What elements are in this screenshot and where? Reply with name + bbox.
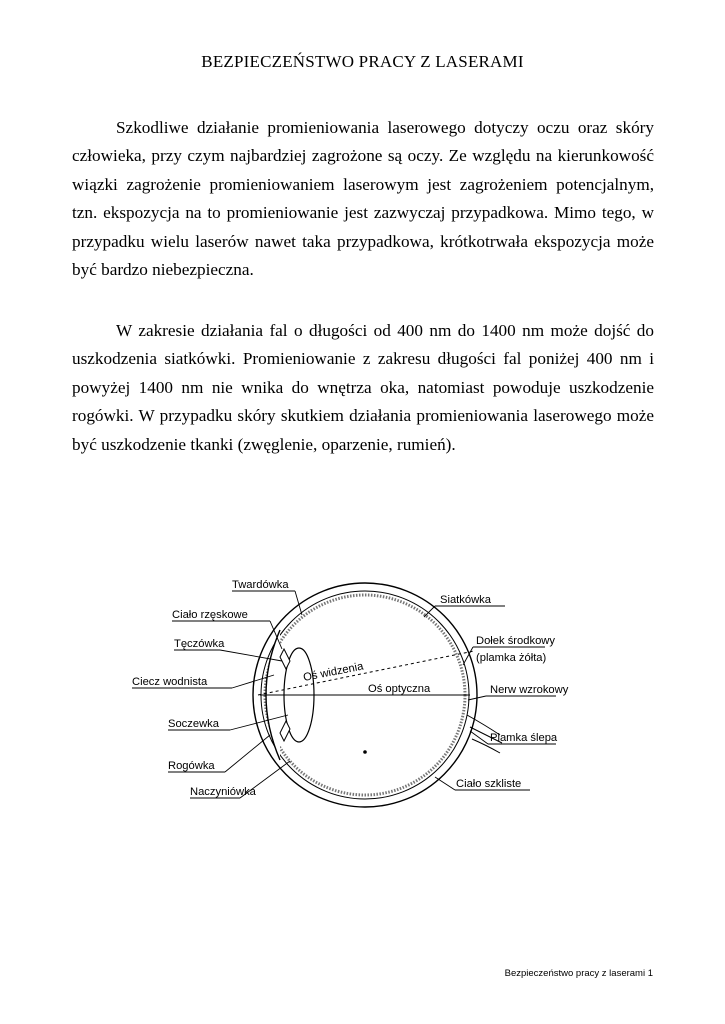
- vitreous-point: [363, 750, 367, 754]
- label-cialo-rzeskowe: Ciało rzęskowe: [172, 609, 248, 621]
- label-twardowka: Twardówka: [232, 579, 289, 591]
- label-plamka-zolta: (plamka żółta): [476, 652, 547, 664]
- label-os-widzenia: Oś widzenia: [302, 660, 365, 684]
- page-title: BEZPIECZEŃSTWO PRACY Z LASERAMI: [201, 52, 524, 71]
- paragraph-1: Szkodliwe działanie promieniowania laserowego dotyczy oczu oraz skóry człowieka, przy czym najbardziej zagrożone są oczy. Ze względu na kierunkowość wiązki zagrożenie promieniowaniem laserowym jest zagrożeniem potencjalnym, tzn. ekspozycja na to promieniowanie jest zazwyczaj przypadkowa. Mimo tego, w przypadku wielu laserów nawet taka przypadkowa, krótkotrwała ekspozycja może być bardzo niebezpieczna.: [72, 118, 654, 280]
- label-ciecz-wodnista: Ciecz wodnista: [132, 676, 208, 688]
- label-cialo-szkliste: Ciało szkliste: [456, 778, 522, 790]
- label-siatkowka: Siatkówka: [440, 594, 491, 606]
- label-teczowka: Tęczówka: [174, 638, 225, 650]
- eye-diagram: [120, 565, 580, 825]
- label-dolek-srodkowy: Dołek środkowy: [476, 635, 555, 647]
- page-footer: Bezpieczeństwo pracy z laserami 1: [504, 968, 653, 979]
- label-rogowka: Rogówka: [168, 760, 215, 772]
- label-soczewka: Soczewka: [168, 718, 219, 730]
- label-plamka-slepa: Plamka ślepa: [490, 732, 558, 744]
- label-nerw-wzrokowy: Nerw wzrokowy: [490, 684, 569, 696]
- paragraph-2: W zakresie działania fal o długości od 400 nm do 1400 nm może dojść do uszkodzenia siatkówki. Promieniowanie z zakresu długości fal poniżej 400 nm i powyżej 1400 nm nie wnika do wnętrza oka, natomiast powoduje uszkodzenie rogówki. W przypadku skóry skutkiem działania promieniowania laserowego może być uszkodzenie tkanki (zwęglenie, oparzenie, rumień).: [72, 321, 654, 454]
- label-naczyniowka: Naczyniówka: [190, 786, 256, 798]
- eye-diagram-svg: [120, 565, 580, 825]
- label-os-optyczna: Oś optyczna: [368, 683, 431, 695]
